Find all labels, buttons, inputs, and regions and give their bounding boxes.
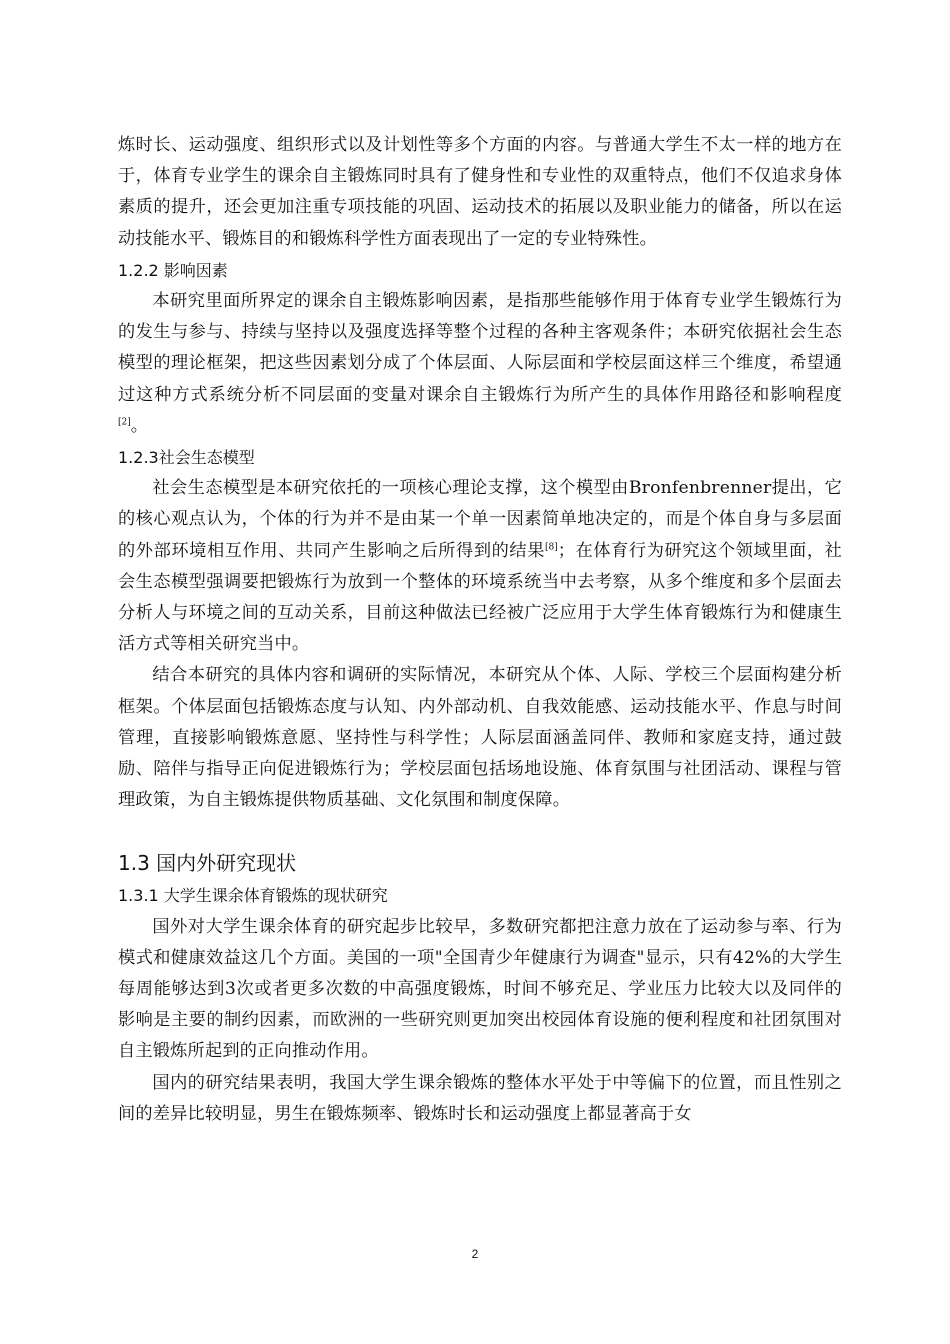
paragraph	[118, 473, 842, 660]
paragraph-text: 本研究里面所界定的课余自主锻炼影响因素，是指那些能够作用于体育专业学生锻炼行为的发生与参与、持续与坚持以及强度选择等整个过程的各种主客观条件；本研究依据社会生态模型的理论框架，把这些因素划分成了个体层面、人际层面和学校层面这样三个维度，希望通过这种方式系统分析不同层面的变量对课余自主锻炼行为所产生的具体作用路径和影响程度	[118, 291, 842, 405]
paragraph: 炼时长、运动强度、组织形式以及计划性等多个方面的内容。与普通大学生不太一样的地方在于，体育专业学生的课余自主锻炼同时具有了健身性和专业性的双重特点，他们不仅追求身体素质的提升，还会更加注重专项技能的巩固、运动技术的拓展以及职业能力的储备，所以在运动技能水平、锻炼目的和锻炼科学性方面表现出了一定的专业特殊性。	[118, 135, 842, 249]
section-heading-1-2-3: 1.2.3社会生态模型	[118, 448, 255, 468]
section-heading-1-3: 1.3 国内外研究现状	[118, 851, 297, 876]
paragraph-tail: ；在体育行为研究这个领域里面，社会生态模型强调要把锻炼行为放到一个整体的环境系统当中去考察，从多个维度和多个层面去分析人与环境之间的互动关系，目前这种做法已经被广泛应用于大学生体育锻炼行为和健康生活方式等相关研究当中。	[118, 540, 843, 655]
paragraph: 国内的研究结果表明，我国大学生课余锻炼的整体水平处于中等偏下的位置，而且性别之间的差异比较明显，男生在锻炼频率、锻炼时长和运动强度上都显著高于女	[118, 1072, 842, 1124]
citation-ref[interactable]: [8]	[545, 541, 558, 552]
paragraph: 结合本研究的具体内容和调研的实际情况，本研究从个体、人际、学校三个层面构建分析框架。个体层面包括锻炼态度与认知、内外部动机、自我效能感、运动技能水平、作息与时间管理，直接影响锻炼意愿、坚持性与科学性；人际层面涵盖同伴、教师和家庭支持，通过鼓励、陪伴与指导正向促进锻炼行为；学校层面包括场地设施、体育氛围与社团活动、课程与管理政策，为自主锻炼提供物质基础、文化氛围和制度保障。	[118, 665, 842, 811]
paragraph: 国外对大学生课余体育的研究起步比较早，多数研究都把注意力放在了运动参与率、行为模式和健康效益这几个方面。美国的一项"全国青少年健康行为调查"显示，只有42%的大学生每周能够达到3次或者更多次数的中高强度锻炼，时间不够充足、学业压力比较大以及同伴的影响是主要的制约因素，而欧洲的一些研究则更加突出校园体育设施的便利程度和社团氛围对自主锻炼所起到的正向推动作用。	[118, 916, 842, 1062]
section-heading-1-2-2: 1.2.2 影响因素	[118, 260, 228, 280]
citation-ref[interactable]: [2]	[118, 417, 131, 428]
paragraph	[118, 286, 842, 442]
paragraph-text: 社会生态模型是本研究依托的一项核心理论支撑，这个模型由Bronfenbrenner提出，它的核心观点认为，个体的行为并不是由某一个单一因素简单地决定的，而是个体自身与多层面的外部环境相互作用、共同产生影响之后所得到的结果	[118, 478, 842, 561]
section-heading-1-3-1: 1.3.1 大学生课余体育锻炼的现状研究	[118, 886, 388, 906]
paragraph-tail: 。	[130, 415, 149, 436]
page-number: 2	[471, 1247, 479, 1261]
document-page	[118, 130, 842, 1130]
